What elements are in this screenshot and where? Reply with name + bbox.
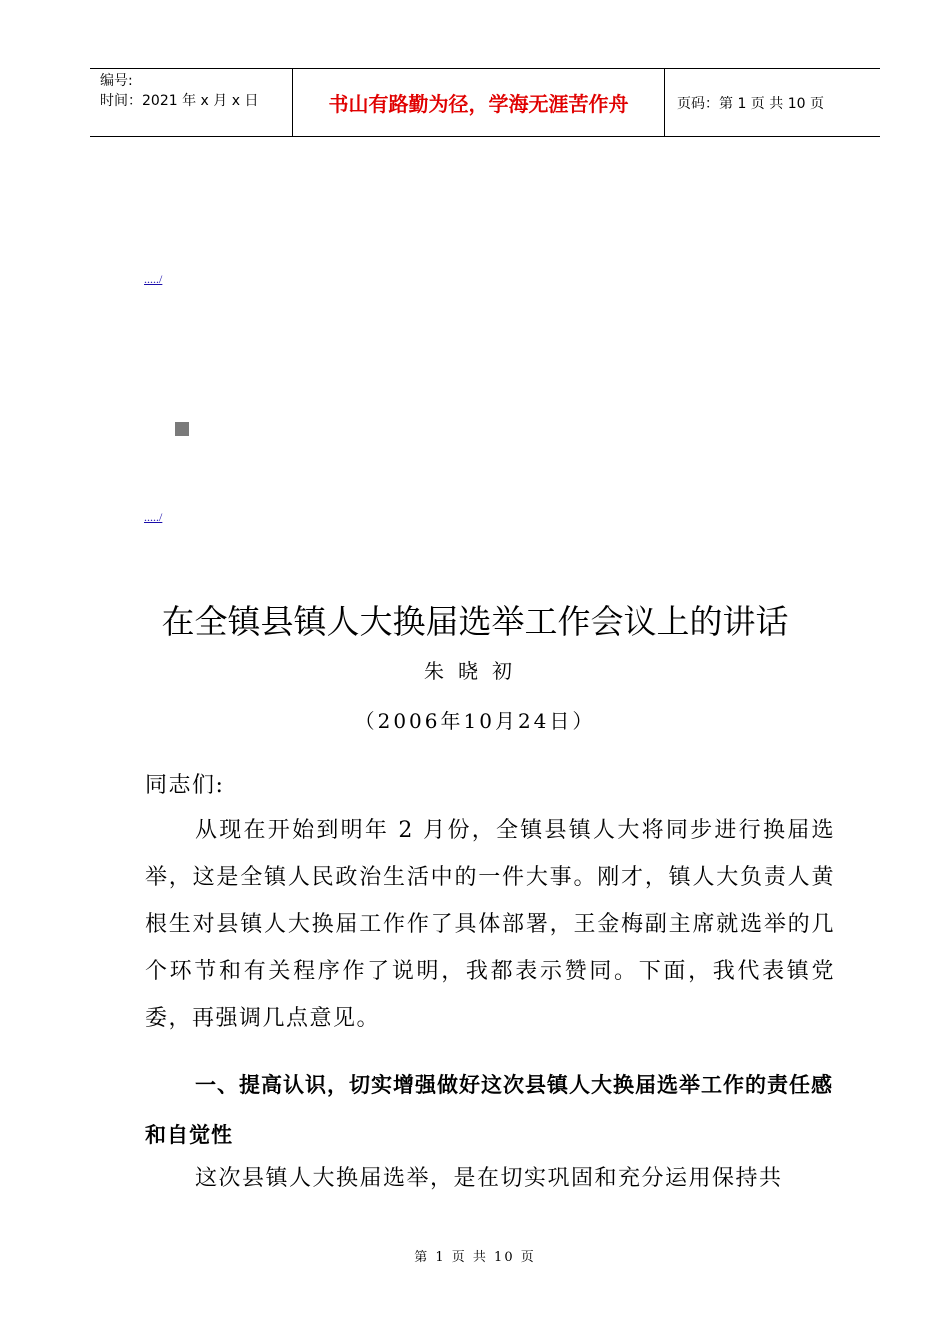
link-second[interactable]: ...../: [144, 510, 163, 524]
greeting: 同志们:: [145, 773, 225, 798]
number-label: 编号:: [100, 73, 133, 89]
section-heading-1: 一、提高认识，切实增强做好这次县镇人大换届选举工作的责任感和自觉性: [145, 1073, 833, 1147]
document-date: （2006年10月24日）: [354, 709, 596, 733]
page-footer: 第 1 页 共 10 页: [414, 1250, 536, 1265]
square-icon: [175, 422, 189, 436]
header-page-label: 页码：第 1 页 共 10 页: [677, 95, 824, 112]
header-table: [90, 68, 880, 137]
paragraph-2: 这次县镇人大换届选举，是在切实巩固和充分运用保持共: [195, 1166, 783, 1191]
time-label: 时间：2021 年 x 月 x 日: [100, 93, 259, 109]
document-author: 朱晓初: [424, 659, 526, 683]
header-meta: [90, 69, 292, 136]
header-motto: 书山有路勤为径，学海无涯苦作舟: [292, 69, 665, 136]
document-title: 在全镇县镇人大换届选举工作会议上的讲话: [161, 602, 789, 641]
paragraph-1: 从现在开始到明年 2 月份，全镇县镇人大将同步进行换届选举，这是全镇人民政治生活中的一件大事。刚才，镇人大负责人黄根生对县镇人大换届工作作了具体部署，王金梅副主席就选举的几个环节和有关程序作了说明，我都表示赞同。下面，我代表镇党委，再强调几点意见。: [145, 818, 835, 1031]
link-first[interactable]: ...../: [144, 272, 163, 286]
